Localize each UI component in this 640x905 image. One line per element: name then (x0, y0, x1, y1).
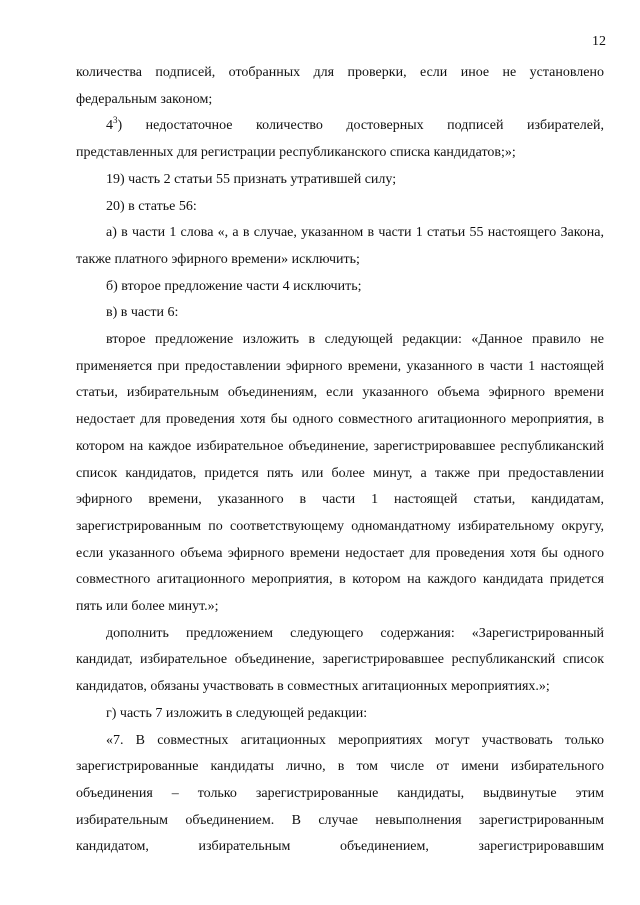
paragraph-part-7: «7. В совместных агитационных мероприятиях могут участвовать только зарегистрированные кандидаты лично, в том числе от имени избирательного объединения – только зарегистрированные кандидаты, выдвинутые этим избирательным объединением. В случае невыполнения зарегистрированным кандидатом, избирательным объединением, зарегистрировавшим (76, 732, 604, 855)
paragraph-second-sentence: второе предложение изложить в следующей редакции: «Данное правило не применяется при предоставлении эфирного времени, указанного в части 1 настоящей статьи, избирательным объединениям, если указанного объема эфирного времени недостает для проведения хотя бы одного совместного агитационного мероприятия, в котором на каждое избирательное объединение, зарегистрировавшее республиканский список кандидатов, придется пять или более минут, а также при предоставлении эфирного времени, указанного в части 1 настоящей статьи, кандидатам, зарегистрированным по соответствующему одномандатному избирательному округу, если указанного объема эфирного времени недостает для проведения хотя бы одного совместного агитационного мероприятия, в котором на каждого кандидата придется пять или более минут.»; (76, 332, 604, 615)
item-superscript: 3 (113, 115, 118, 126)
paragraph-item-g: г) часть 7 изложить в следующей редакции: (106, 705, 368, 721)
page-number: 12 (592, 34, 606, 49)
document-body (76, 60, 604, 861)
paragraph-item-v: в) в части 6: (106, 305, 179, 321)
item-text: ) недостаточное количество достоверных подписей избирателей, представленных для регистрации республиканского списка кандидатов;»; (76, 118, 604, 161)
paragraph-continuation: количества подписей, отобранных для проверки, если иное не установлено федеральным законом; (76, 65, 604, 107)
paragraph-item-a: а) в части 1 слова «, а в случае, указанном в части 1 статьи 55 настоящего Закона, также платного эфирного времени» исключить; (76, 225, 604, 267)
paragraph-item-19: 19) часть 2 статьи 55 признать утратившей силу; (106, 171, 397, 187)
paragraph-item-b: б) второе предложение части 4 исключить; (106, 278, 362, 294)
paragraph-item-20: 20) в статье 56: (106, 198, 197, 214)
paragraph-item-4-3 (76, 113, 604, 166)
paragraph-supplement: дополнить предложением следующего содержания: «Зарегистрированный кандидат, избирательное объединение, зарегистрировавшее республиканский список кандидатов, обязаны участвовать в совместных агитационных мероприятиях.»; (76, 625, 604, 695)
item-number: 4 (106, 118, 113, 134)
